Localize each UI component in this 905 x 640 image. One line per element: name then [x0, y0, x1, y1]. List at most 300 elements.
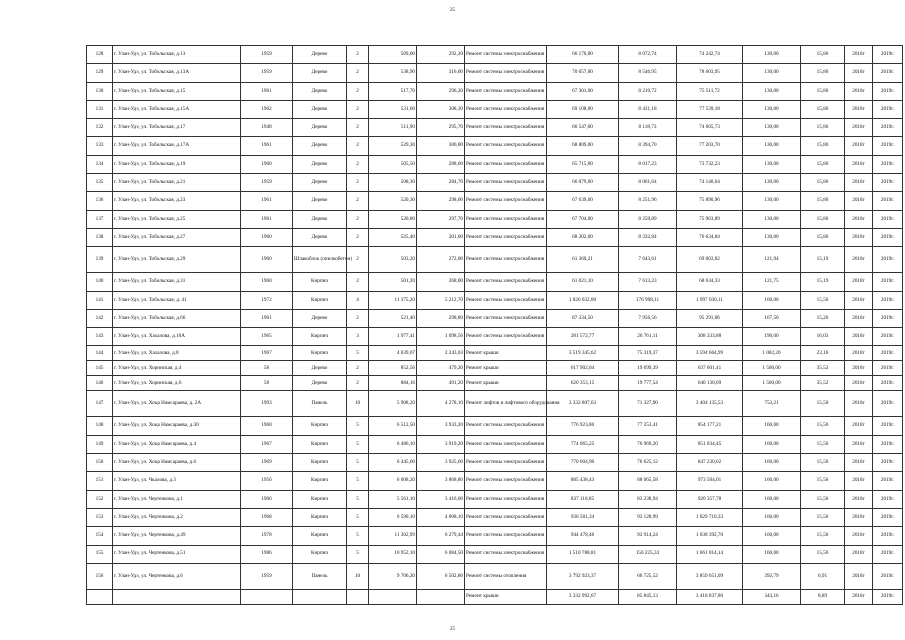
total-cost-cell: 74 140,64: [677, 174, 743, 192]
extra-cost-cell: 8 251,96: [619, 192, 677, 210]
total-cost-cell: 1 997 030,11: [677, 291, 743, 309]
wall-material-cell: Кирпич: [293, 273, 347, 291]
living-area-cell: 6 084,50: [417, 545, 465, 563]
wall-material-cell: Дерево: [293, 361, 347, 376]
work-type-cell: Ремонт системы электроснабжения: [465, 192, 547, 210]
wall-material-cell: Панель: [293, 391, 347, 417]
floors-cell: 5: [347, 527, 369, 545]
extra-cost-cell: 19 699,39: [619, 361, 677, 376]
limit-cost-cell: 15,86: [801, 192, 845, 210]
table-row: [87, 376, 903, 391]
total-cost-cell: 76 634,84: [677, 228, 743, 246]
total-area-cell: 6 512,50: [369, 417, 417, 435]
row-number-cell: 149: [87, 435, 113, 453]
floors-cell: 3: [347, 328, 369, 346]
work-type-cell: Ремонт системы электроснабжения: [465, 174, 547, 192]
wall-material-cell: Дерево: [293, 228, 347, 246]
build-year-cell: 1967: [241, 346, 293, 361]
limit-cost-cell: 15,86: [801, 46, 845, 64]
row-number-cell: 133: [87, 137, 113, 155]
unit-cost-cell: 1 082,20: [743, 346, 801, 361]
build-year-cell: 1961: [241, 137, 293, 155]
build-year-cell: 1968: [241, 508, 293, 526]
wall-material-cell: Кирпич: [293, 346, 347, 361]
unit-cost-cell: 130,00: [743, 155, 801, 173]
year-end-cell: 2019г.: [873, 376, 903, 391]
address-cell: г. Улан-Удэ, ул. Тобольская, д.66: [113, 309, 241, 327]
work-type-cell: Ремонт системы электроснабжения: [465, 508, 547, 526]
extra-cost-cell: 8 546,95: [619, 64, 677, 82]
address-cell: г. Улан-Удэ, ул. Чертенкова, д.2: [113, 508, 241, 526]
total-area-cell: 508,30: [369, 174, 417, 192]
limit-cost-cell: 15,56: [801, 417, 845, 435]
total-area-cell: 1 977,41: [369, 328, 417, 346]
unit-cost-cell: 130,00: [743, 46, 801, 64]
work-cost-cell: 87 334,50: [547, 309, 619, 327]
unit-cost-cell: 167,50: [743, 309, 801, 327]
living-area-cell: 298,80: [417, 309, 465, 327]
limit-cost-cell: 15,56: [801, 490, 845, 508]
total-cost-cell: 1 038 392,70: [677, 527, 743, 545]
year-start-cell: 2018г: [845, 435, 873, 453]
table-row: [87, 119, 903, 137]
work-type-cell: Ремонт системы электроснабжения: [465, 309, 547, 327]
wall-material-cell: Кирпич: [293, 417, 347, 435]
limit-cost-cell: 15,56: [801, 435, 845, 453]
floors-cell: 2: [347, 82, 369, 100]
address-cell: г. Улан-Удэ, ул. Тобольская, д.15А: [113, 100, 241, 118]
total-cost-cell: 1 661 014,14: [677, 545, 743, 563]
extra-cost-cell: 8 259,89: [619, 210, 677, 228]
work-cost-cell: 70 057,00: [547, 64, 619, 82]
living-area-cell: 4 008,10: [417, 508, 465, 526]
build-year-cell: 1961: [241, 309, 293, 327]
year-start-cell: 2018г: [845, 490, 873, 508]
limit-cost-cell: 15,56: [801, 291, 845, 309]
limit-cost-cell: 15,56: [801, 508, 845, 526]
address-cell: г. Улан-Удэ, ул. Тобольская, д.23: [113, 192, 241, 210]
year-end-cell: 2019г.: [873, 472, 903, 490]
table-row: [87, 210, 903, 228]
floors-cell: 4: [347, 291, 369, 309]
table-row: [87, 589, 903, 604]
work-type-cell: Ремонт системы электроснабжения: [465, 527, 547, 545]
work-cost-cell: 776 923,80: [547, 417, 619, 435]
wall-material-cell: Дерево: [293, 210, 347, 228]
total-cost-cell: 75 511,72: [677, 82, 743, 100]
build-year-cell: [241, 589, 293, 604]
work-type-cell: Ремонт системы электроснабжения: [465, 328, 547, 346]
total-cost-cell: 851 034,45: [677, 435, 743, 453]
floors-cell: 2: [347, 137, 369, 155]
living-area-cell: 273,00: [417, 247, 465, 273]
work-type-cell: Ремонт системы электроснабжения: [465, 435, 547, 453]
address-cell: г. Улан-Удэ, ул. Тобольская, д. 41: [113, 291, 241, 309]
extra-cost-cell: 8 332,84: [619, 228, 677, 246]
work-cost-cell: 281 572,77: [547, 328, 619, 346]
living-area-cell: 297,70: [417, 210, 465, 228]
total-cost-cell: 69 003,82: [677, 247, 743, 273]
work-type-cell: Ремонт системы отопления: [465, 563, 547, 589]
total-cost-cell: 1 029 710,33: [677, 508, 743, 526]
total-area-cell: 509,00: [369, 46, 417, 64]
row-number-cell: 132: [87, 119, 113, 137]
living-area-cell: [417, 589, 465, 604]
year-end-cell: 2019г.: [873, 46, 903, 64]
year-start-cell: 2018г: [845, 210, 873, 228]
year-start-cell: 2018г: [845, 508, 873, 526]
row-number-cell: 129: [87, 64, 113, 82]
living-area-cell: 3 925,60: [417, 454, 465, 472]
year-start-cell: 2018г: [845, 291, 873, 309]
total-cost-cell: 847 230,02: [677, 454, 743, 472]
total-area-cell: 852,56: [369, 361, 417, 376]
living-area-cell: 298,00: [417, 192, 465, 210]
build-year-cell: 1959: [241, 563, 293, 589]
living-area-cell: 3 416,00: [417, 490, 465, 508]
living-area-cell: 306,80: [417, 137, 465, 155]
extra-cost-cell: 93 914,24: [619, 527, 677, 545]
unit-cost-cell: 343,16: [743, 589, 801, 604]
year-start-cell: 2018г: [845, 589, 873, 604]
year-start-cell: 2018г: [845, 417, 873, 435]
address-cell: г. Улан-Удэ, ул. Тобольская, д.19: [113, 155, 241, 173]
work-cost-cell: 67 301,00: [547, 82, 619, 100]
floors-cell: 2: [347, 174, 369, 192]
build-year-cell: 1993: [241, 391, 293, 417]
work-type-cell: Ремонт крыши: [465, 346, 547, 361]
total-cost-cell: 75 890,96: [677, 192, 743, 210]
wall-material-cell: Дерево: [293, 309, 347, 327]
total-area-cell: 884,16: [369, 376, 417, 391]
living-area-cell: 301,00: [417, 228, 465, 246]
year-end-cell: 2019г.: [873, 137, 903, 155]
total-cost-cell: 637 601,41: [677, 361, 743, 376]
living-area-cell: 491,20: [417, 376, 465, 391]
year-start-cell: 2018г: [845, 527, 873, 545]
work-type-cell: Ремонт системы электроснабжения: [465, 100, 547, 118]
table-row: [87, 435, 903, 453]
unit-cost-cell: 160,00: [743, 490, 801, 508]
table-row: [87, 417, 903, 435]
extra-cost-cell: 8 072,74: [619, 46, 677, 64]
floors-cell: 10: [347, 563, 369, 589]
build-year-cell: 1978: [241, 527, 293, 545]
work-type-cell: Ремонт системы электроснабжения: [465, 46, 547, 64]
floors-cell: 2: [347, 210, 369, 228]
row-number-cell: 147: [87, 391, 113, 417]
floors-cell: 5: [347, 472, 369, 490]
table-row: [87, 82, 903, 100]
address-cell: г. Улан-Удэ, ул. Чкалова, д.3: [113, 472, 241, 490]
extra-cost-cell: 93 128,99: [619, 508, 677, 526]
living-area-cell: 288,60: [417, 155, 465, 173]
total-cost-cell: 95 291,06: [677, 309, 743, 327]
address-cell: г. Улан-Удэ, ул. Тобольская, д.13: [113, 46, 241, 64]
build-year-cell: 1962: [241, 100, 293, 118]
year-end-cell: 2019г.: [873, 435, 903, 453]
limit-cost-cell: 15,86: [801, 155, 845, 173]
address-cell: г. Улан-Удэ, ул. Тобольская, д.17А: [113, 137, 241, 155]
floors-cell: 2: [347, 228, 369, 246]
year-end-cell: 2019г.: [873, 527, 903, 545]
total-cost-cell: 308 333,88: [677, 328, 743, 346]
year-end-cell: 2019г.: [873, 490, 903, 508]
total-area-cell: 11 375,20: [369, 291, 417, 309]
floors-cell: 2: [347, 309, 369, 327]
living-area-cell: 2 243,03: [417, 346, 465, 361]
row-number-cell: 150: [87, 454, 113, 472]
year-end-cell: 2019г.: [873, 328, 903, 346]
page-number-top: 25: [450, 8, 455, 13]
year-start-cell: 2018г: [845, 309, 873, 327]
total-area-cell: 10 952,10: [369, 545, 417, 563]
work-cost-cell: 61 021,10: [547, 273, 619, 291]
address-cell: г. Улан-Удэ, ул. Хахалова, д.10А: [113, 328, 241, 346]
limit-cost-cell: 15,86: [801, 82, 845, 100]
limit-cost-cell: 6,91: [801, 563, 845, 589]
build-year-cell: 1961: [241, 82, 293, 100]
build-year-cell: 1956: [241, 472, 293, 490]
address-cell: г. Улан-Удэ, ул. Тобольская, д.27: [113, 228, 241, 246]
limit-cost-cell: 15,19: [801, 273, 845, 291]
build-year-cell: 1966: [241, 490, 293, 508]
unit-cost-cell: 1 500,00: [743, 361, 801, 376]
extra-cost-cell: 8 431,18: [619, 100, 677, 118]
total-cost-cell: 77 203,70: [677, 137, 743, 155]
build-year-cell: 1959: [241, 46, 293, 64]
build-year-cell: 1965: [241, 328, 293, 346]
year-start-cell: 2018г: [845, 228, 873, 246]
wall-material-cell: Дерево: [293, 174, 347, 192]
extra-cost-cell: 88 065,58: [619, 472, 677, 490]
table-row: [87, 563, 903, 589]
total-area-cell: 11 302,99: [369, 527, 417, 545]
living-area-cell: 6 279,44: [417, 527, 465, 545]
row-number-cell: 155: [87, 545, 113, 563]
floors-cell: 2: [347, 273, 369, 291]
floors-cell: 5: [347, 435, 369, 453]
total-cost-cell: 3 859 651,09: [677, 563, 743, 589]
year-start-cell: 2018г: [845, 328, 873, 346]
year-end-cell: 2019г.: [873, 417, 903, 435]
limit-cost-cell: 8,89: [801, 589, 845, 604]
floors-cell: 2: [347, 64, 369, 82]
limit-cost-cell: 15,86: [801, 137, 845, 155]
limit-cost-cell: 15,19: [801, 247, 845, 273]
work-type-cell: Ремонт системы электроснабжения: [465, 64, 547, 82]
table-row: [87, 490, 903, 508]
work-type-cell: Ремонт системы электроснабжения: [465, 490, 547, 508]
work-type-cell: Ремонт системы электроснабжения: [465, 228, 547, 246]
year-end-cell: 2019г.: [873, 119, 903, 137]
floors-cell: 2: [347, 361, 369, 376]
row-number-cell: 151: [87, 472, 113, 490]
extra-cost-cell: 150 225,33: [619, 545, 677, 563]
work-cost-cell: 68 302,00: [547, 228, 619, 246]
unit-cost-cell: 160,00: [743, 545, 801, 563]
living-area-cell: 3 919,20: [417, 435, 465, 453]
address-cell: г. Улан-Удэ, ул. Чертенкова, д.49: [113, 527, 241, 545]
row-number-cell: 135: [87, 174, 113, 192]
year-end-cell: 2019г.: [873, 210, 903, 228]
work-type-cell: Ремонт крыши: [465, 361, 547, 376]
page-number-bottom: 25: [450, 627, 455, 632]
total-area-cell: 6 445,60: [369, 454, 417, 472]
extra-cost-cell: 75 319,37: [619, 346, 677, 361]
wall-material-cell: Панель: [293, 563, 347, 589]
year-end-cell: 2019г.: [873, 589, 903, 604]
year-end-cell: 2019г.: [873, 100, 903, 118]
work-cost-cell: 65 715,00: [547, 155, 619, 173]
work-type-cell: Ремонт системы электроснабжения: [465, 454, 547, 472]
row-number-cell: 137: [87, 210, 113, 228]
row-number-cell: 130: [87, 82, 113, 100]
work-type-cell: Ремонт системы электроснабжения: [465, 119, 547, 137]
unit-cost-cell: 160,00: [743, 472, 801, 490]
table-row: [87, 192, 903, 210]
address-cell: г. Улан-Удэ, ул. Тобольская, д.21: [113, 174, 241, 192]
total-cost-cell: 77 539,18: [677, 100, 743, 118]
extra-cost-cell: 76 625,12: [619, 454, 677, 472]
limit-cost-cell: 15,86: [801, 174, 845, 192]
work-cost-cell: 3 332 992,67: [547, 589, 619, 604]
wall-material-cell: Дерево: [293, 82, 347, 100]
work-type-cell: Ремонт системы электроснабжения: [465, 545, 547, 563]
build-year-cell: 1961: [241, 210, 293, 228]
living-area-cell: 284,70: [417, 174, 465, 192]
unit-cost-cell: 130,00: [743, 64, 801, 82]
repair-register-table: [86, 45, 903, 605]
year-start-cell: 2018г: [845, 376, 873, 391]
total-area-cell: 525,40: [369, 228, 417, 246]
wall-material-cell: [293, 589, 347, 604]
row-number-cell: 148: [87, 417, 113, 435]
total-area-cell: 505,50: [369, 155, 417, 173]
limit-cost-cell: 15,86: [801, 64, 845, 82]
extra-cost-cell: 8 210,72: [619, 82, 677, 100]
unit-cost-cell: 160,00: [743, 435, 801, 453]
year-end-cell: 2019г.: [873, 454, 903, 472]
unit-cost-cell: 130,00: [743, 228, 801, 246]
living-area-cell: 308,30: [417, 100, 465, 118]
address-cell: г. Улан-Удэ, ул. Хоринская, д.6: [113, 376, 241, 391]
wall-material-cell: Кирпич: [293, 490, 347, 508]
year-start-cell: 2018г: [845, 454, 873, 472]
year-end-cell: 2019г.: [873, 291, 903, 309]
floors-cell: 2: [347, 376, 369, 391]
unit-cost-cell: 160,00: [743, 527, 801, 545]
address-cell: г. Улан-Удэ, ул. Чертенкова, д.6: [113, 563, 241, 589]
work-type-cell: Ремонт системы электроснабжения: [465, 417, 547, 435]
table-row: [87, 508, 903, 526]
work-cost-cell: 1 820 032,00: [547, 291, 619, 309]
table-row: [87, 46, 903, 64]
floors-cell: [347, 589, 369, 604]
living-area-cell: 292,20: [417, 46, 465, 64]
limit-cost-cell: 16,03: [801, 328, 845, 346]
total-cost-cell: 854 177,21: [677, 417, 743, 435]
year-start-cell: 2018г: [845, 391, 873, 417]
table-row: [87, 527, 903, 545]
total-cost-cell: 640 130,69: [677, 376, 743, 391]
extra-cost-cell: 26 761,11: [619, 328, 677, 346]
year-end-cell: 2019г.: [873, 155, 903, 173]
total-area-cell: 503,20: [369, 247, 417, 273]
extra-cost-cell: 8 394,70: [619, 137, 677, 155]
floors-cell: 5: [347, 417, 369, 435]
wall-material-cell: Кирпич: [293, 454, 347, 472]
wall-material-cell: Дерево: [293, 100, 347, 118]
year-start-cell: 2018г: [845, 346, 873, 361]
total-area-cell: 5 561,10: [369, 490, 417, 508]
extra-cost-cell: 77 253,41: [619, 417, 677, 435]
year-start-cell: 2018г: [845, 545, 873, 563]
living-area-cell: 6 502,80: [417, 563, 465, 589]
floors-cell: 2: [347, 247, 369, 273]
work-cost-cell: 837 118,85: [547, 490, 619, 508]
build-year-cell: 1986: [241, 545, 293, 563]
address-cell: г. Улан-Удэ, ул. Тобольская, д.15: [113, 82, 241, 100]
total-area-cell: 517,70: [369, 82, 417, 100]
floors-cell: 2: [347, 46, 369, 64]
total-cost-cell: 3 404 135,53: [677, 391, 743, 417]
floors-cell: 2: [347, 100, 369, 118]
row-number-cell: 154: [87, 527, 113, 545]
table-row: [87, 228, 903, 246]
work-cost-cell: 69 108,00: [547, 100, 619, 118]
year-start-cell: 2018г: [845, 46, 873, 64]
address-cell: г. Улан-Удэ, ул. Хоца Намсараева, д.6: [113, 454, 241, 472]
floors-cell: 5: [347, 346, 369, 361]
limit-cost-cell: 15,86: [801, 210, 845, 228]
work-cost-cell: 885 438,43: [547, 472, 619, 490]
year-end-cell: 2019г.: [873, 361, 903, 376]
total-area-cell: 520,80: [369, 210, 417, 228]
build-year-cell: 1972: [241, 291, 293, 309]
year-end-cell: 2019г.: [873, 508, 903, 526]
unit-cost-cell: 190,00: [743, 328, 801, 346]
table-row: [87, 545, 903, 563]
unit-cost-cell: 160,00: [743, 417, 801, 435]
table-row: [87, 346, 903, 361]
wall-material-cell: Дерево: [293, 64, 347, 82]
floors-cell: 2: [347, 155, 369, 173]
living-area-cell: 268,00: [417, 273, 465, 291]
work-type-cell: Ремонт системы электроснабжения: [465, 273, 547, 291]
table-row: [87, 155, 903, 173]
limit-cost-cell: 15,86: [801, 100, 845, 118]
year-start-cell: 2018г: [845, 247, 873, 273]
extra-cost-cell: 83 238,94: [619, 490, 677, 508]
limit-cost-cell: 15,56: [801, 454, 845, 472]
extra-cost-cell: 85 845,13: [619, 589, 677, 604]
work-cost-cell: 66 547,00: [547, 119, 619, 137]
address-cell: г. Улан-Удэ, ул. Хахалова, д.8: [113, 346, 241, 361]
address-cell: г. Улан-Удэ, ул. Тобольская, д.31: [113, 273, 241, 291]
living-area-cell: 316,00: [417, 64, 465, 82]
total-cost-cell: 78 603,95: [677, 64, 743, 82]
work-type-cell: Ремонт крыши: [465, 589, 547, 604]
limit-cost-cell: 15,56: [801, 545, 845, 563]
total-area-cell: 501,20: [369, 273, 417, 291]
year-start-cell: 2018г: [845, 119, 873, 137]
unit-cost-cell: 130,00: [743, 174, 801, 192]
year-start-cell: 2018г: [845, 82, 873, 100]
address-cell: г. Улан-Удэ, ул. Тобольская, д.13А: [113, 64, 241, 82]
work-cost-cell: 67 639,00: [547, 192, 619, 210]
address-cell: г. Улан-Удэ, ул. Хоца Намсараева, д. 2А: [113, 391, 241, 417]
